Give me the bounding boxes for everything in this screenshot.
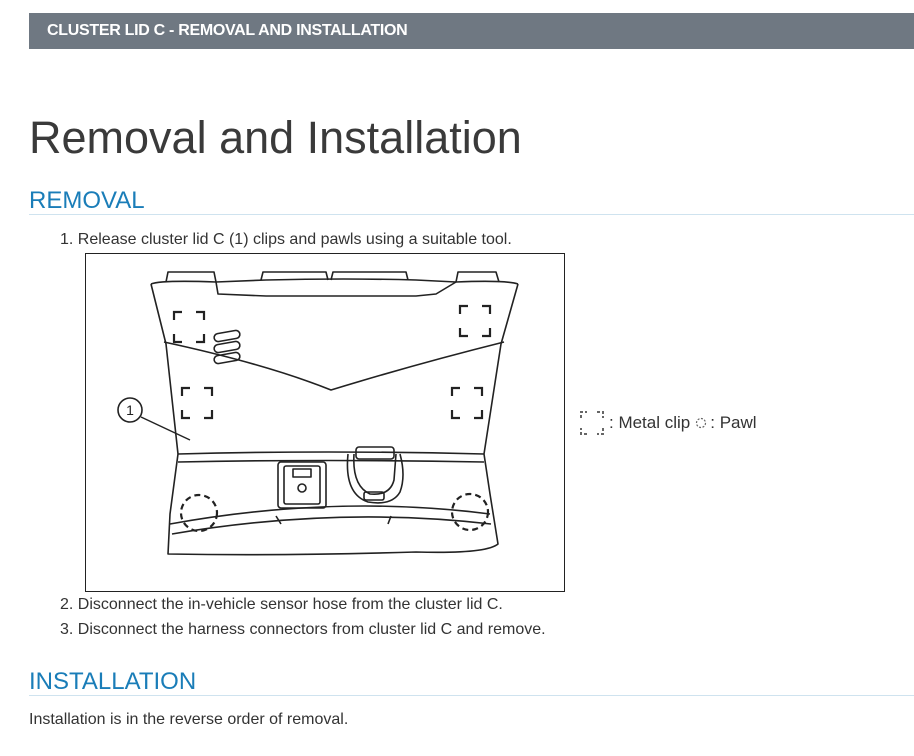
step-text: Release cluster lid C (1) clips and pawls using a suitable tool. [77, 231, 512, 248]
step-number: 2. [60, 596, 74, 613]
cluster-lid-illustration [85, 253, 565, 592]
step-text: Disconnect the in-vehicle sensor hose from the cluster lid C. [77, 596, 503, 613]
header-title: CLUSTER LID C - REMOVAL AND INSTALLATION [47, 22, 408, 39]
step-1 [60, 231, 512, 249]
metal-clip-label: : Metal clip [609, 413, 691, 432]
installation-heading: INSTALLATION [29, 668, 914, 696]
step-text: Disconnect the harness connectors from cluster lid C and remove. [77, 621, 546, 638]
callout-number: 1 [126, 402, 134, 418]
metal-clip-icon [579, 410, 605, 436]
removal-heading: REMOVAL [29, 187, 914, 215]
step-number: 3. [60, 621, 74, 638]
page-title: Removal and Installation [29, 112, 522, 163]
pawl-icon [695, 417, 707, 429]
pawl-label: : Pawl [710, 413, 757, 432]
header-bar [29, 13, 914, 49]
step-number: 1. [60, 231, 74, 248]
installation-text: Installation is in the reverse order of removal. [29, 711, 349, 728]
step-3 [60, 621, 546, 639]
figure-legend [579, 410, 757, 436]
step-2 [60, 596, 503, 614]
